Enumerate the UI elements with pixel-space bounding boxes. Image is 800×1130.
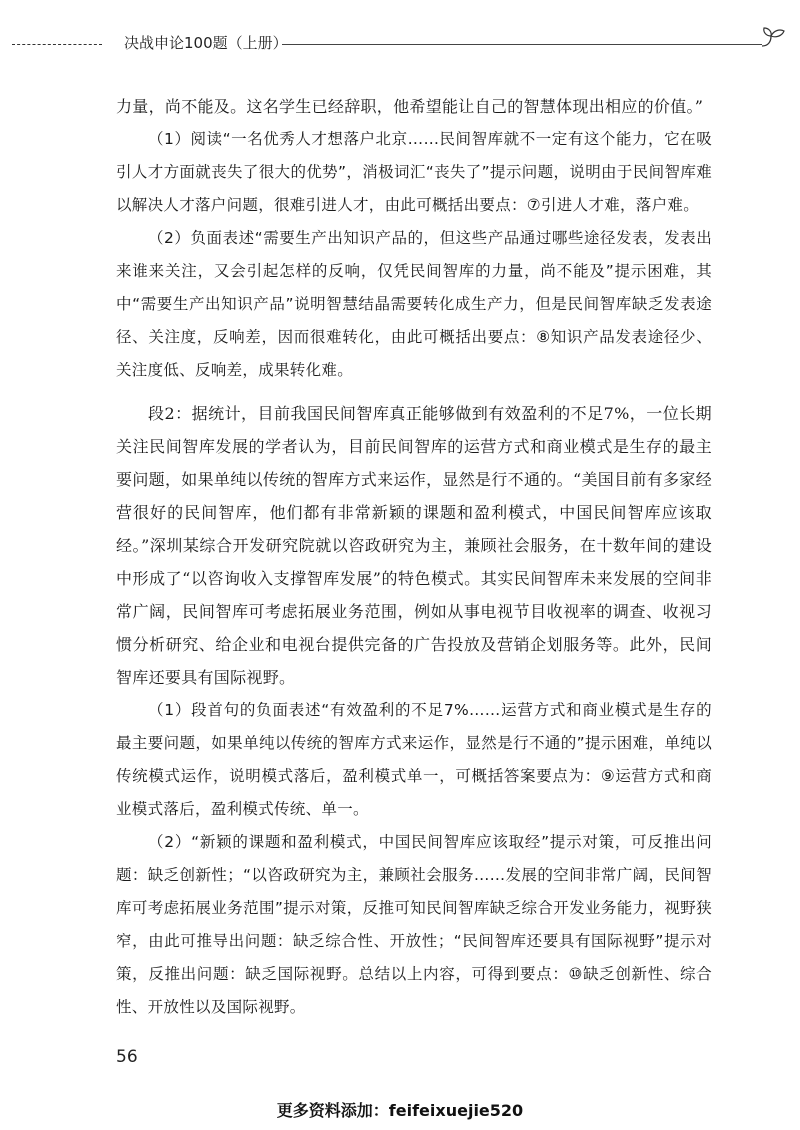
running-header [12, 30, 788, 58]
book-title: 决战申论100题（上册） [124, 34, 288, 52]
material-paragraph: 段2：据统计，目前我国民间智库真正能够做到有效盈利的不足7%，一位长期关注民间智库发展的学者认为，目前民间智库的运营方式和商业模式是生存的最主要问题，如果单纯以传统的智库方式来运作，显然是行不通的。“美国目前有多家经营很好的民间智库，他们都有非常新颖的课题和盈利模式，中国民间智库应该取经。”深圳某综合开发研究院就以咨政研究为主，兼顾社会服务，在十数年间的建设中形成了“以咨询收入支撑智库发展”的特色模式。其实民间智库未来发展的空间非常广阔，民间智库可考虑拓展业务范围，例如从事电视节目收视率的调查、收视习惯分析研究、给企业和电视台提供完备的广告投放及营销企划服务等。此外，民间智库还要具有国际视野。 [116, 404, 712, 687]
analysis-paragraph: （1）段首句的负面表述“有效盈利的不足7%……运营方式和商业模式是生存的最主要问题，如果单纯以传统的智库方式来运作，显然是行不通的”提示困难，单纯以传统模式运作，说明模式落后，盈利模式单一，可概括答案要点为：⑨运营方式和商业模式落后，盈利模式传统、单一。 [116, 701, 712, 818]
header-rule [282, 44, 762, 45]
paragraph-continuation: 力量，尚不能及。这名学生已经辞职，他希望能让自己的智慧体现出相应的价值。” [116, 97, 704, 116]
analysis-paragraph: （2）“新颖的课题和盈利模式，中国民间智库应该取经”提示对策，可反推出问题：缺乏创新性；“以咨政研究为主，兼顾社会服务……发展的空间非常广阔，民间智库可考虑拓展业务范围”提示对策，反推可知民间智库缺乏综合开发业务能力，视野狭窄，由此可推导出问题：缺乏综合性、开放性；“民间智库还要具有国际视野”提示对策，反推出问题：缺乏国际视野。总结以上内容，可得到要点：⑩缺乏创新性、综合性、开放性以及国际视野。 [116, 833, 712, 1016]
analysis-paragraph: （1）阅读“一名优秀人才想落户北京……民间智库就不一定有这个能力，它在吸引人才方面就丧失了很大的优势”，消极词汇“丧失了”提示问题，说明由于民间智库难以解决人才落户问题，很难引进人才，由此可概括出要点：⑦引进人才难，落户难。 [116, 130, 712, 214]
footer-note: 更多资料添加：feifeixuejie520 [276, 1101, 524, 1120]
analysis-paragraph: （2）负面表述“需要生产出知识产品的，但这些产品通过哪些途径发表，发表出来谁来关注，又会引起怎样的反响，仅凭民间智库的力量，尚不能及”提示困难，其中“需要生产出知识产品”说明智慧结晶需要转化成生产力，但是民间智库缺乏发表途径、关注度，反响差，因而很难转化，由此可概括出要点：⑧知识产品发表途径少、关注度低、反响差，成果转化难。 [116, 229, 712, 379]
header-dashed-line [12, 44, 102, 45]
page-number: 56 [116, 1047, 138, 1067]
article-body [116, 90, 712, 1024]
sprout-icon [758, 24, 788, 52]
